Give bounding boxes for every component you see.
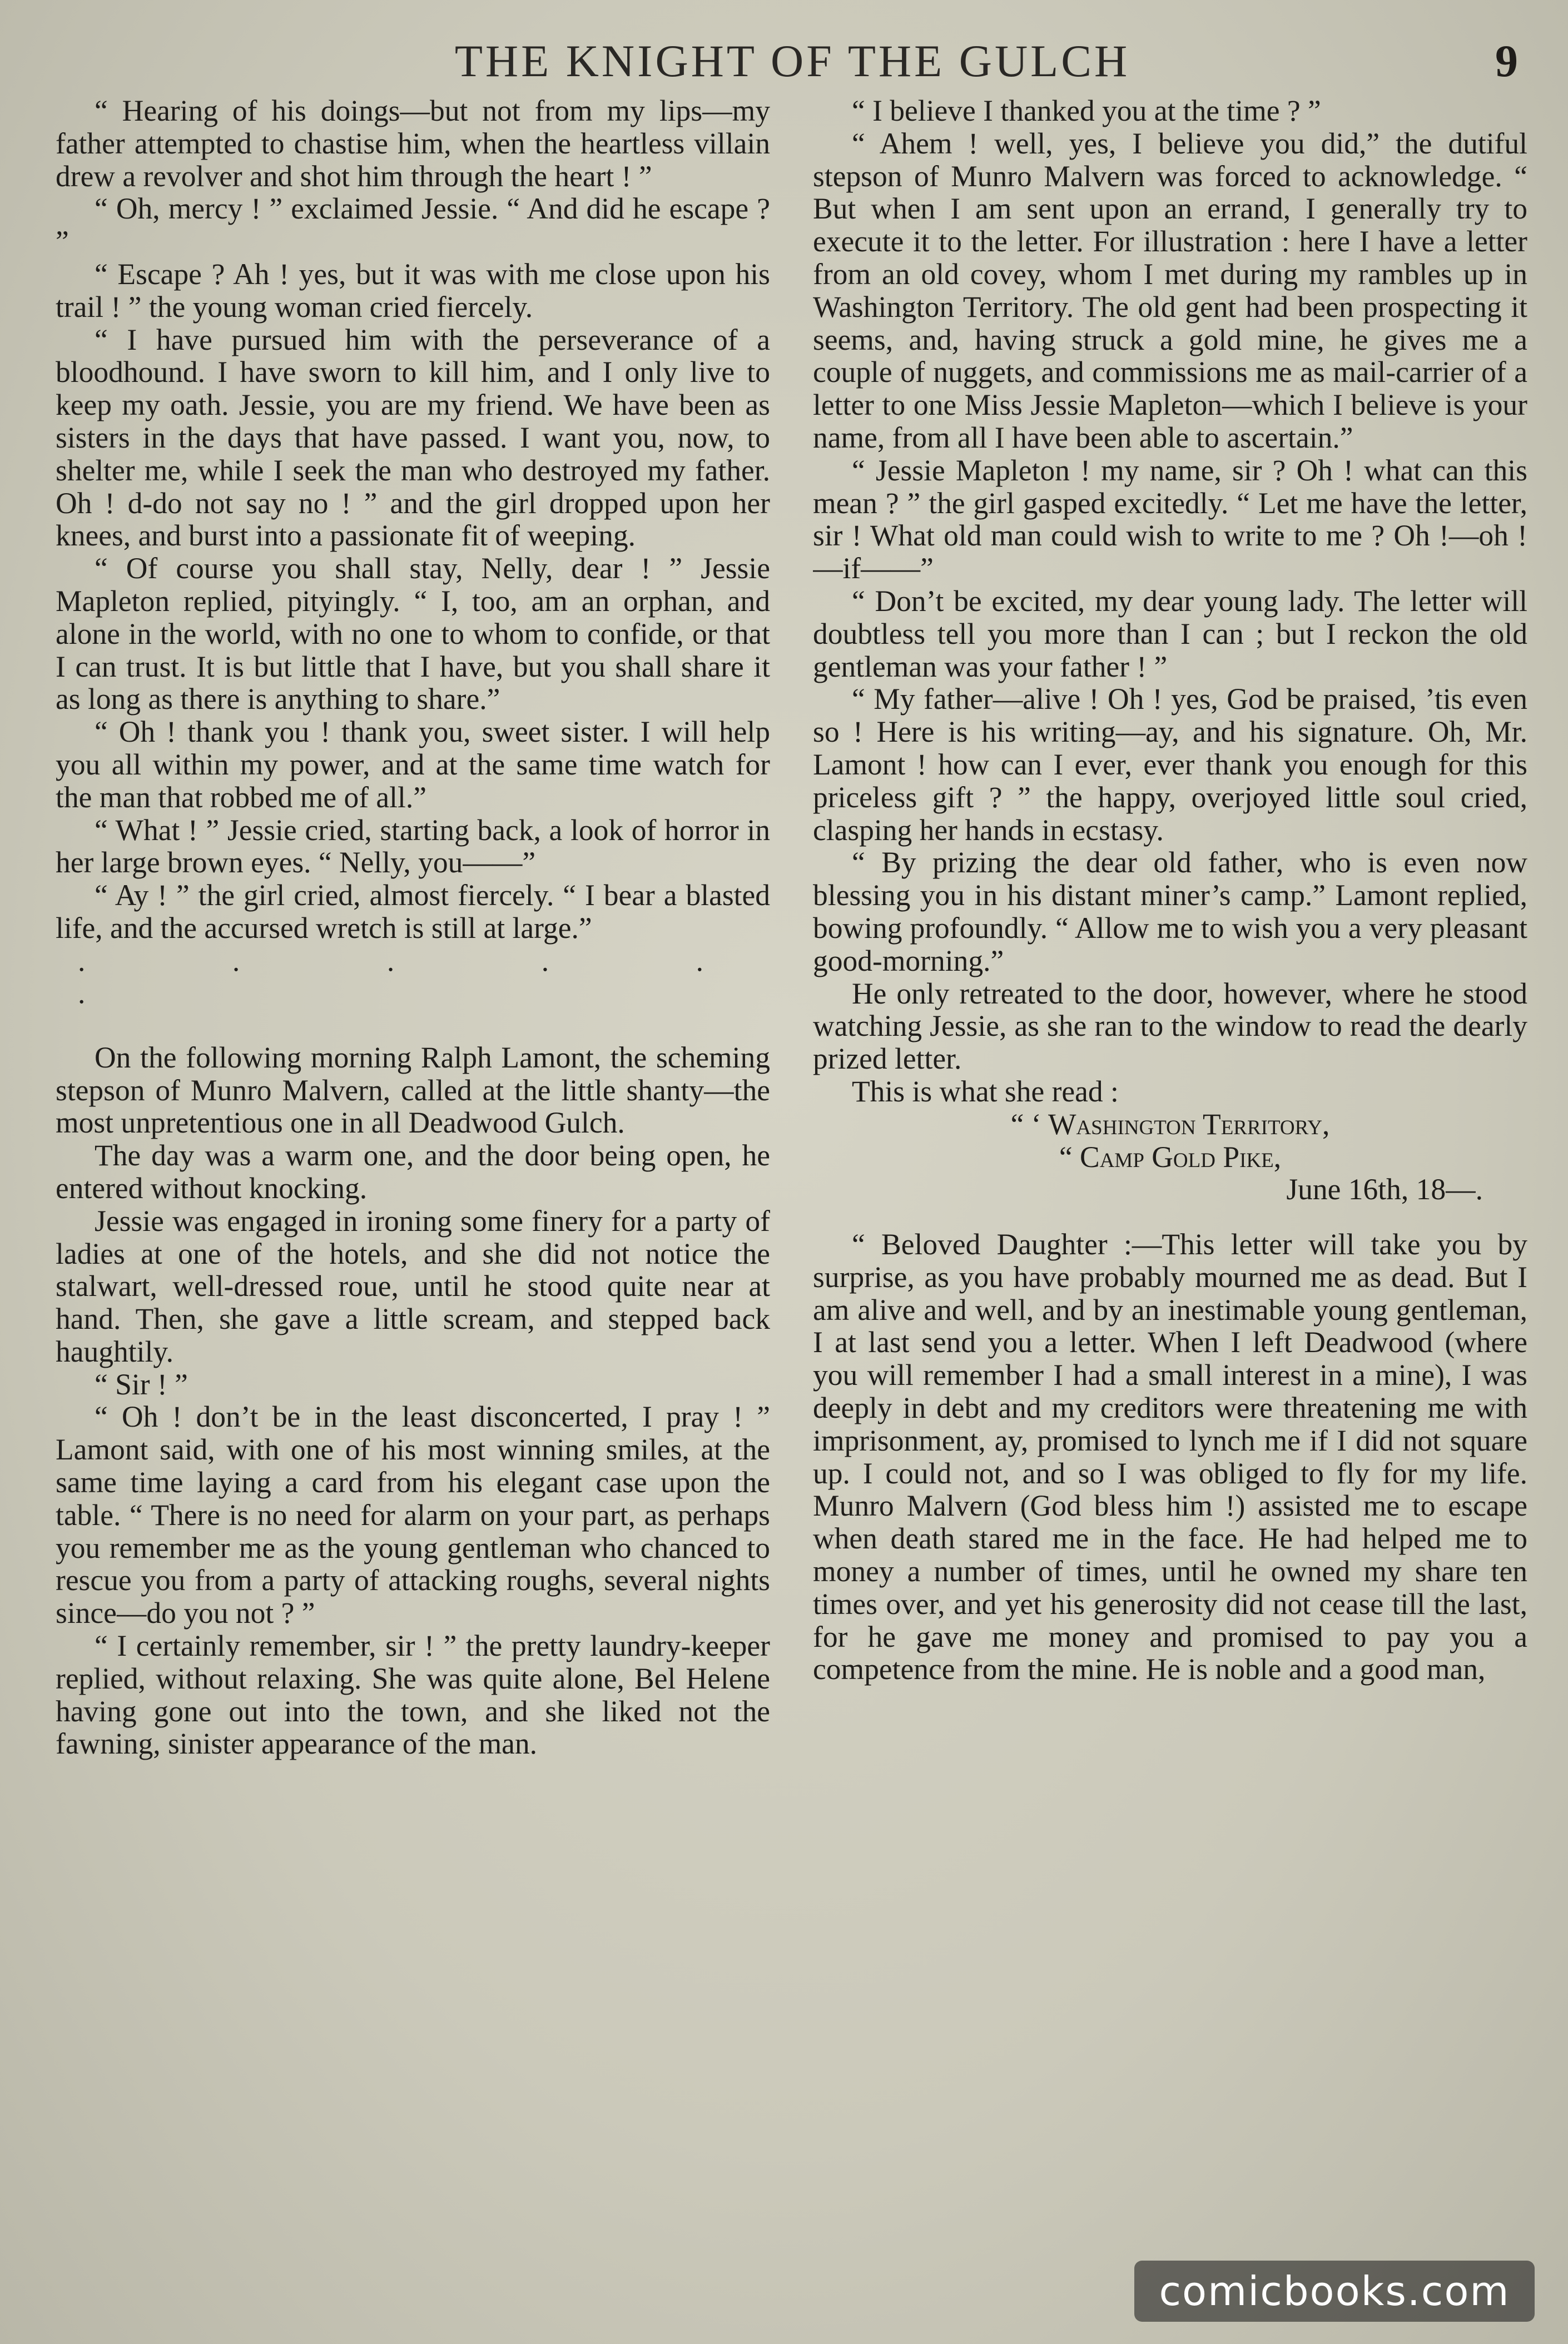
paragraph: “ Hearing of his doings—but not from my lips—my father attempted to chastise him, when the heartless villain drew a revolver and shot him through the heart ! ” — [56, 95, 770, 193]
running-title: THE KNIGHT OF THE GULCH — [454, 36, 1130, 86]
right-column — [813, 95, 1527, 2207]
paragraph: Jessie was engaged in ironing some finery for a party of ladies at one of the hotels, and she did not notice the stalwart, well-dressed roue, until he stood quite near at hand. Then, she gave a little scream, and stepped back haughtily. — [56, 1204, 770, 1368]
paragraph: “ Oh, mercy ! ” exclaimed Jessie. “ And did he escape ? ” — [56, 192, 770, 259]
paragraph: The day was a warm one, and the door being open, he entered without knocking. — [56, 1139, 770, 1205]
page-number: 9 — [1495, 36, 1518, 86]
left-column — [56, 95, 770, 2207]
paragraph: “ Sir ! ” — [95, 1367, 188, 1401]
letter-address-line: “ ‘ Washington Territory, — [1010, 1107, 1330, 1141]
watermark-text: comicbooks.com — [1159, 2268, 1510, 2315]
page-header — [0, 31, 1568, 92]
paragraph: “ My father—alive ! Oh ! yes, God be praised, ’tis even so ! Here is his writing—ay, and his signature. Oh, Mr. Lamont ! how can I ever, ever thank you enough for this priceless gift ? ” the happy, overjoyed little soul cried, clasping her hands in ecstasy. — [813, 682, 1527, 847]
paragraph: “ By prizing the dear old father, who is even now blessing you in his distant miner’s camp.” Lamont replied, bowing profoundly. “ Allow me to wish you a very pleasant good-morning.” — [813, 846, 1527, 977]
letter-camp-line: “ Camp Gold Pike, — [1059, 1140, 1282, 1174]
paragraph: “ Oh ! don’t be in the least disconcerted, I pray ! ” Lamont said, with one of his most winning smiles, at the same time laying a card from his elegant case upon the table. “ There is no need for alarm on your part, as perhaps you remember me as the young gentleman who chanced to rescue you from a party of attacking roughs, several nights since—do you not ? ” — [56, 1400, 770, 1630]
paragraph: “ Don’t be excited, my dear young lady. The letter will doubtless tell you more than I can ; but I reckon the old gentleman was your father ! ” — [813, 584, 1527, 683]
paragraph: “ Ay ! ” the girl cried, almost fiercely. “ I bear a blasted life, and the accursed wretch is still at large.” — [56, 878, 770, 945]
paragraph: On the following morning Ralph Lamont, the scheming stepson of Munro Malvern, called at the little shanty—the most unpretentious one in all Deadwood Gulch. — [56, 1040, 770, 1140]
watermark-badge — [1134, 2261, 1535, 2322]
paragraph: “ Oh ! thank you ! thank you, sweet sister. I will help you all within my power, and at the same time watch for the man that robbed me of all.” — [56, 715, 770, 814]
scene-separator: . . . . . . — [78, 943, 770, 1010]
paragraph: “ Jessie Mapleton ! my name, sir ? Oh ! what can this mean ? ” the girl gasped excitedly. “ Let me have the letter, sir ! What old man could wish to write to me ? Oh !—oh !—if——” — [813, 453, 1527, 585]
letter-body: “ Beloved Daughter :—This letter will take you by surprise, as you have probably mourned me as dead. But I am alive and well, and by an inestimable young gentleman, I at last send you a letter. When I left Deadwood (where you will remember I had a small interest in a mine), I was deeply in debt and my creditors were threatening me with imprisonment, ay, promised to lynch me if I did not square up. I could not, and so I was obliged to fly for my life. Munro Malvern (God bless him !) assisted me to escape when death stared me in the face. He had helped me to money a number of times, until he owned my share ten times over, and yet his generosity did not cease till the last, for he gave me money and promised to pay you a competence from the mine. He is noble and a good man, — [813, 1228, 1527, 1686]
paragraph: This is what she read : — [852, 1074, 1119, 1108]
paragraph: “ I have pursued him with the perseverance of a bloodhound. I have sworn to kill him, and I only live to keep my oath. Jessie, you are my friend. We have been as sisters in the days that have passed. I want you, now, to shelter me, while I seek the man who destroyed my father. Oh ! d-do not say no ! ” and the girl dropped upon her knees, and burst into a passionate fit of weeping. — [56, 322, 770, 553]
paragraph: “ Of course you shall stay, Nelly, dear ! ” Jessie Mapleton replied, pityingly. “ I, too, am an orphan, and alone in the world, with no one to whom to confide, or that I can trust. It is but little that I have, but you shall share it as long as there is anything to share.” — [56, 552, 770, 716]
paragraph: He only retreated to the door, however, where he stood watching Jessie, as she ran to the window to read the dearly prized letter. — [813, 976, 1527, 1076]
paragraph: “ What ! ” Jessie cried, starting back, a look of horror in her large brown eyes. “ Nelly, you——” — [56, 813, 770, 880]
letter-date: June 16th, 18—. — [1286, 1173, 1483, 1206]
paragraph: “ I certainly remember, sir ! ” the pretty laundry-keeper replied, without relaxing. She was quite alone, Bel Helene having gone out into the town, and she liked not the fawning, sinister appearance of the man. — [56, 1629, 770, 1761]
paragraph: “ I believe I thanked you at the time ? ” — [852, 95, 1321, 127]
paragraph: “ Escape ? Ah ! yes, but it was with me close upon his trail ! ” the young woman cried fiercely. — [56, 257, 770, 324]
paragraph: “ Ahem ! well, yes, I believe you did,” the dutiful stepson of Munro Malvern was forced to acknowledge. “ But when I am sent upon an errand, I generally try to execute it to the letter. For illustration : here I have a letter from an old covey, whom I met during my rambles up in Washington Territory. The old gent had been prospecting it seems, and, having struck a gold mine, he gives me a couple of nuggets, and commissions me as mail-carrier of a letter to one Miss Jessie Mapleton—which I believe is your name, from all I have been able to ascertain.” — [813, 126, 1527, 454]
